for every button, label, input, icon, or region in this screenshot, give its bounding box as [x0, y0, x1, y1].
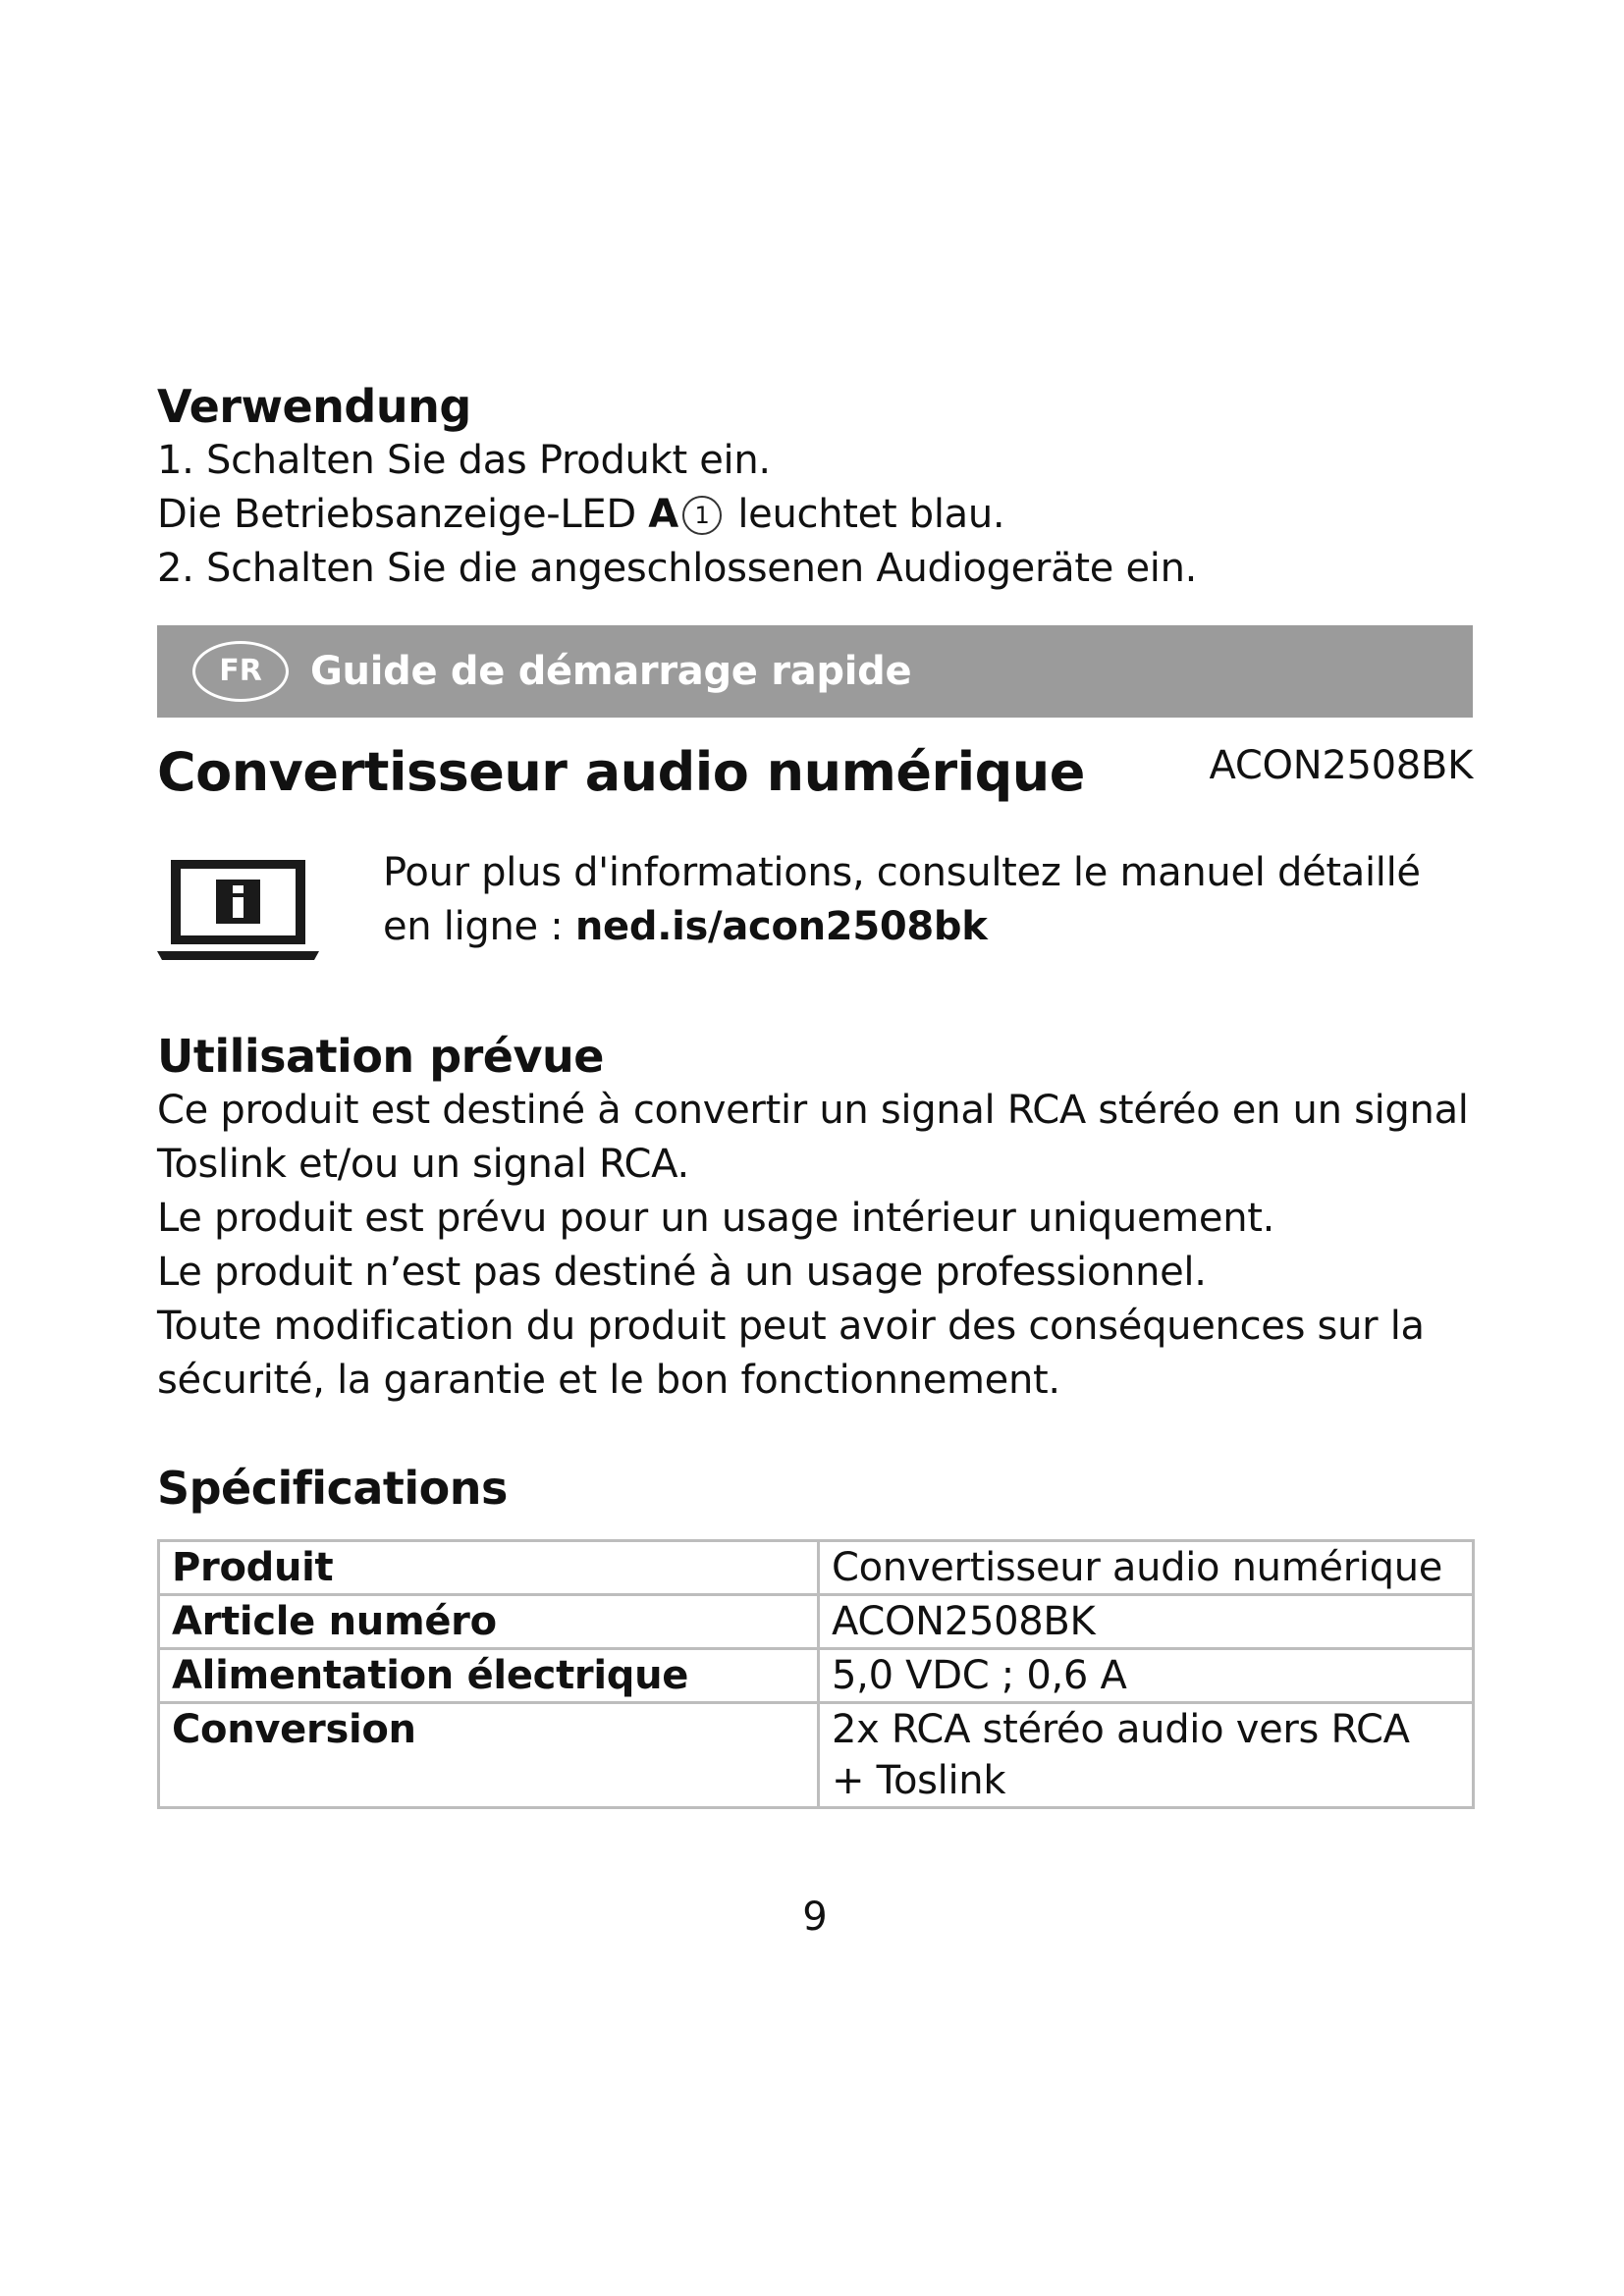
- laptop-info-icon: [157, 856, 319, 964]
- info-description: Pour plus d'informations, consultez le manuel détaillé en ligne :: [383, 850, 1421, 949]
- spec-label-cell: [159, 1703, 819, 1808]
- page: [157, 0, 1473, 2296]
- spec-value: 5,0 VDC ; 0,6 A: [832, 1653, 1127, 1698]
- spec-value-cell: [819, 1649, 1474, 1703]
- spec-label: Article numéro: [172, 1599, 497, 1644]
- utilisation-line: Ce produit est destiné à convertir un signal RCA stéréo en un signal: [157, 1088, 1469, 1133]
- spec-value: 2x RCA stéréo audio vers RCA: [832, 1707, 1410, 1752]
- spec-label-cell: [159, 1649, 819, 1703]
- utilisation-line: Toute modification du produit peut avoir des conséquences sur la: [157, 1304, 1425, 1349]
- spec-label: Produit: [172, 1545, 334, 1590]
- utilisation-line: sécurité, la garantie et le bon fonctionnement.: [157, 1358, 1060, 1403]
- step-2: 2. Schalten Sie die angeschlossenen Audiogeräte ein.: [157, 546, 1198, 591]
- spec-label-cell: [159, 1541, 819, 1595]
- table-row: [159, 1541, 1474, 1595]
- utilisation-line: Toslink et/ou un signal RCA.: [157, 1142, 689, 1187]
- heading-utilisation: Utilisation prévue: [157, 1030, 604, 1083]
- spec-label-cell: [159, 1595, 819, 1649]
- product-code: ACON2508BK: [1209, 743, 1473, 788]
- table-row: [159, 1595, 1474, 1649]
- step-1: 1. Schalten Sie das Produkt ein.: [157, 438, 771, 483]
- language-badge: FR: [192, 641, 289, 702]
- led-prefix: Die Betriebsanzeige-LED: [157, 492, 649, 537]
- manual-link[interactable]: ned.is/acon2508bk: [574, 904, 988, 949]
- spec-value-cell: [819, 1595, 1474, 1649]
- spec-label: Conversion: [172, 1707, 416, 1752]
- specifications-table: [157, 1539, 1475, 1809]
- language-banner: [157, 625, 1473, 718]
- heading-verwendung: Verwendung: [157, 380, 471, 433]
- circled-number-1: 1: [682, 496, 722, 535]
- product-header: [157, 738, 1473, 807]
- page-number: 9: [802, 1895, 828, 1940]
- spec-value-cell: [819, 1703, 1474, 1808]
- section-verwendung: [157, 379, 1197, 596]
- led-suffix: leuchtet blau.: [725, 492, 1005, 537]
- led-line: [157, 488, 1197, 542]
- spec-value-cell: [819, 1541, 1474, 1595]
- led-letter: A: [648, 492, 678, 537]
- utilisation-line: Le produit est prévu pour un usage intérieur uniquement.: [157, 1196, 1275, 1241]
- spec-label: Alimentation électrique: [172, 1653, 689, 1698]
- section-utilisation: [157, 1029, 1473, 1408]
- banner-title: Guide de démarrage rapide: [310, 649, 912, 694]
- info-text: [383, 846, 1473, 954]
- spec-value: ACON2508BK: [832, 1599, 1096, 1644]
- spec-value-continued: + Toslink: [832, 1758, 1006, 1803]
- table-row: [159, 1703, 1474, 1808]
- spec-value: Convertisseur audio numérique: [832, 1545, 1443, 1590]
- product-title: Convertisseur audio numérique: [157, 741, 1085, 803]
- heading-specifications: Spécifications: [157, 1462, 508, 1515]
- utilisation-line: Le produit n’est pas destiné à un usage professionnel.: [157, 1250, 1207, 1295]
- table-row: [159, 1649, 1474, 1703]
